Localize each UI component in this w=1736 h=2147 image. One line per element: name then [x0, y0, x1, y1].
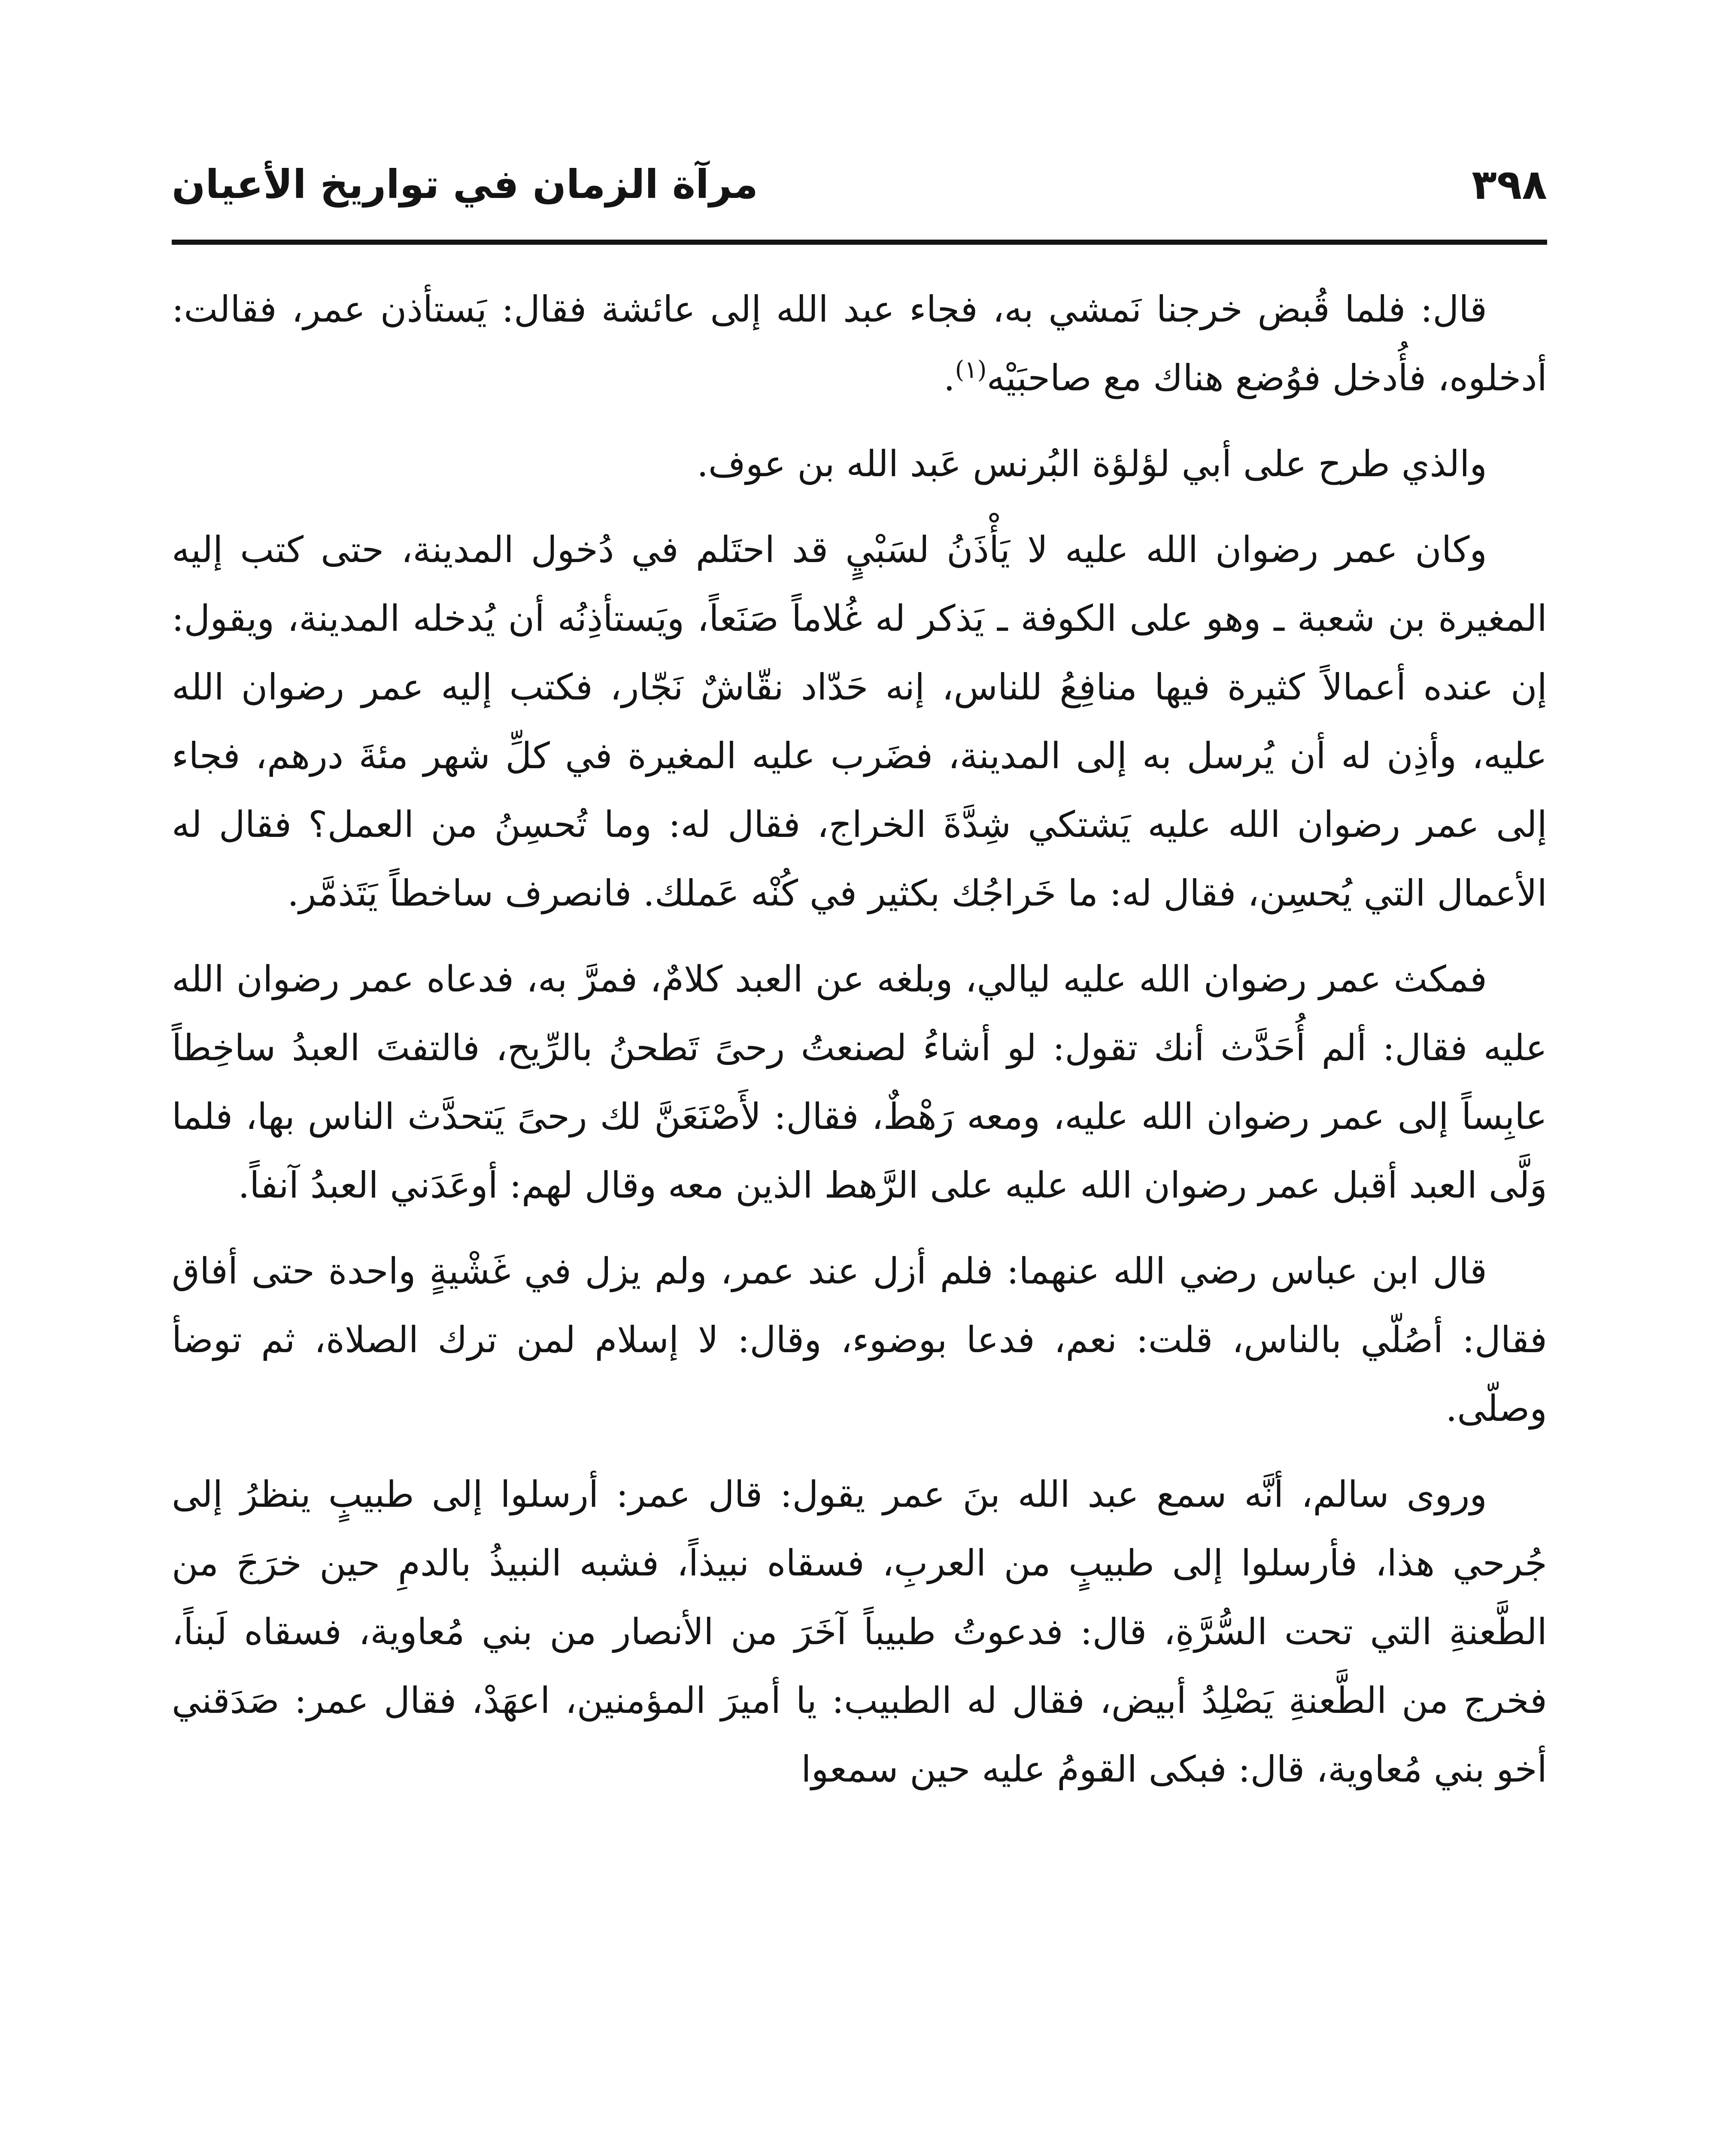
header-rule	[172, 240, 1547, 245]
paragraph-1	[172, 275, 1547, 412]
paragraph-1-tail: .	[943, 357, 955, 399]
paragraph-5: قال ابن عباس رضي الله عنهما: فلم أزل عند عمر، ولم يزل في غَشْيةٍ واحدة حتى أفاق فقال: أصُلّي بالناس، قلت: نعم، فدعا بوضوء، وقال: لا إسلام لمن ترك الصلاة، ثم توضأ وصلّى.	[172, 1250, 1547, 1429]
paragraph-2: والذي طرح على أبي لؤلؤة البُرنس عَبد الله بن عوف.	[697, 443, 1487, 485]
running-title: مرآة الزمان في تواريخ الأعيان	[172, 161, 758, 207]
body-text	[172, 275, 1547, 1821]
paragraph-4: فمكث عمر رضوان الله عليه ليالي، وبلغه عن العبد كلامٌ، فمرَّ به، فدعاه عمر رضوان الله عليه فقال: ألم أُحَدَّث أنك تقول: لو أشاءُ لصنعتُ رحىً تَطحنُ بالرِّيح، فالتفتَ العبدُ ساخِطاً عابِساً إلى عمر رضوان الله عليه، ومعه رَهْطٌ، فقال: لأَصْنَعَنَّ لك رحىً يَتحدَّث الناس بها، فلما وَلَّى العبد أقبل عمر رضوان الله عليه على الرَّهط الذين معه وقال لهم: أوعَدَني العبدُ آنفاً.	[172, 958, 1547, 1206]
paragraph-1-text: قال: فلما قُبض خرجنا نَمشي به، فجاء عبد الله إلى عائشة فقال: يَستأذن عمر، فقالت: أدخلوه، فأُدخل فوُضع هناك مع صاحبَيْه	[172, 288, 1547, 399]
footnote-reference: (١)	[955, 356, 987, 384]
page-number: ٣٩٨	[1472, 161, 1547, 209]
paragraph-3: وكان عمر رضوان الله عليه لا يَأْذَنُ لسَبْيٍ قد احتَلم في دُخول المدينة، حتى كتب إليه المغيرة بن شعبة ـ وهو على الكوفة ـ يَذكر له غُلاماً صَنَعاً، ويَستأذِنُه أن يُدخله المدينة، ويقول: إن عنده أعمالاً كثيرة فيها منافِعُ للناس، إنه حَدّاد نقّاشٌ نَجّار، فكتب إليه عمر رضوان الله عليه، وأذِن له أن يُرسل به إلى المدينة، فضَرب عليه المغيرة في كلِّ شهر مئةَ درهم، فجاء إلى عمر رضوان الله عليه يَشتكي شِدَّةَ الخراج، فقال له: وما تُحسِنُ من العمل؟ فقال له الأعمال التي يُحسِن، فقال له: ما خَراجُك بكثير في كُنْه عَملك. فانصرف ساخطاً يَتَذمَّر.	[172, 529, 1547, 914]
running-head	[172, 155, 1547, 215]
paragraph-6: وروى سالم، أنَّه سمع عبد الله بنَ عمر يقول: قال عمر: أرسلوا إلى طبيبٍ ينظرُ إلى جُرحي هذا، فأرسلوا إلى طبيبٍ من العربِ، فسقاه نبيذاً، فشبه النبيذُ بالدمِ حين خرَجَ من الطَّعنةِ التي تحت السُّرَّةِ، قال: فدعوتُ طبيباً آخَرَ من الأنصار من بني مُعاوية، فسقاه لَبناً، فخرج من الطَّعنةِ يَصْلِدُ أبيض، فقال له الطبيب: يا أميرَ المؤمنين، اعهَدْ، فقال عمر: صَدَقني أخو بني مُعاوية، قال: فبكى القومُ عليه حين سمعوا	[172, 1473, 1547, 1790]
